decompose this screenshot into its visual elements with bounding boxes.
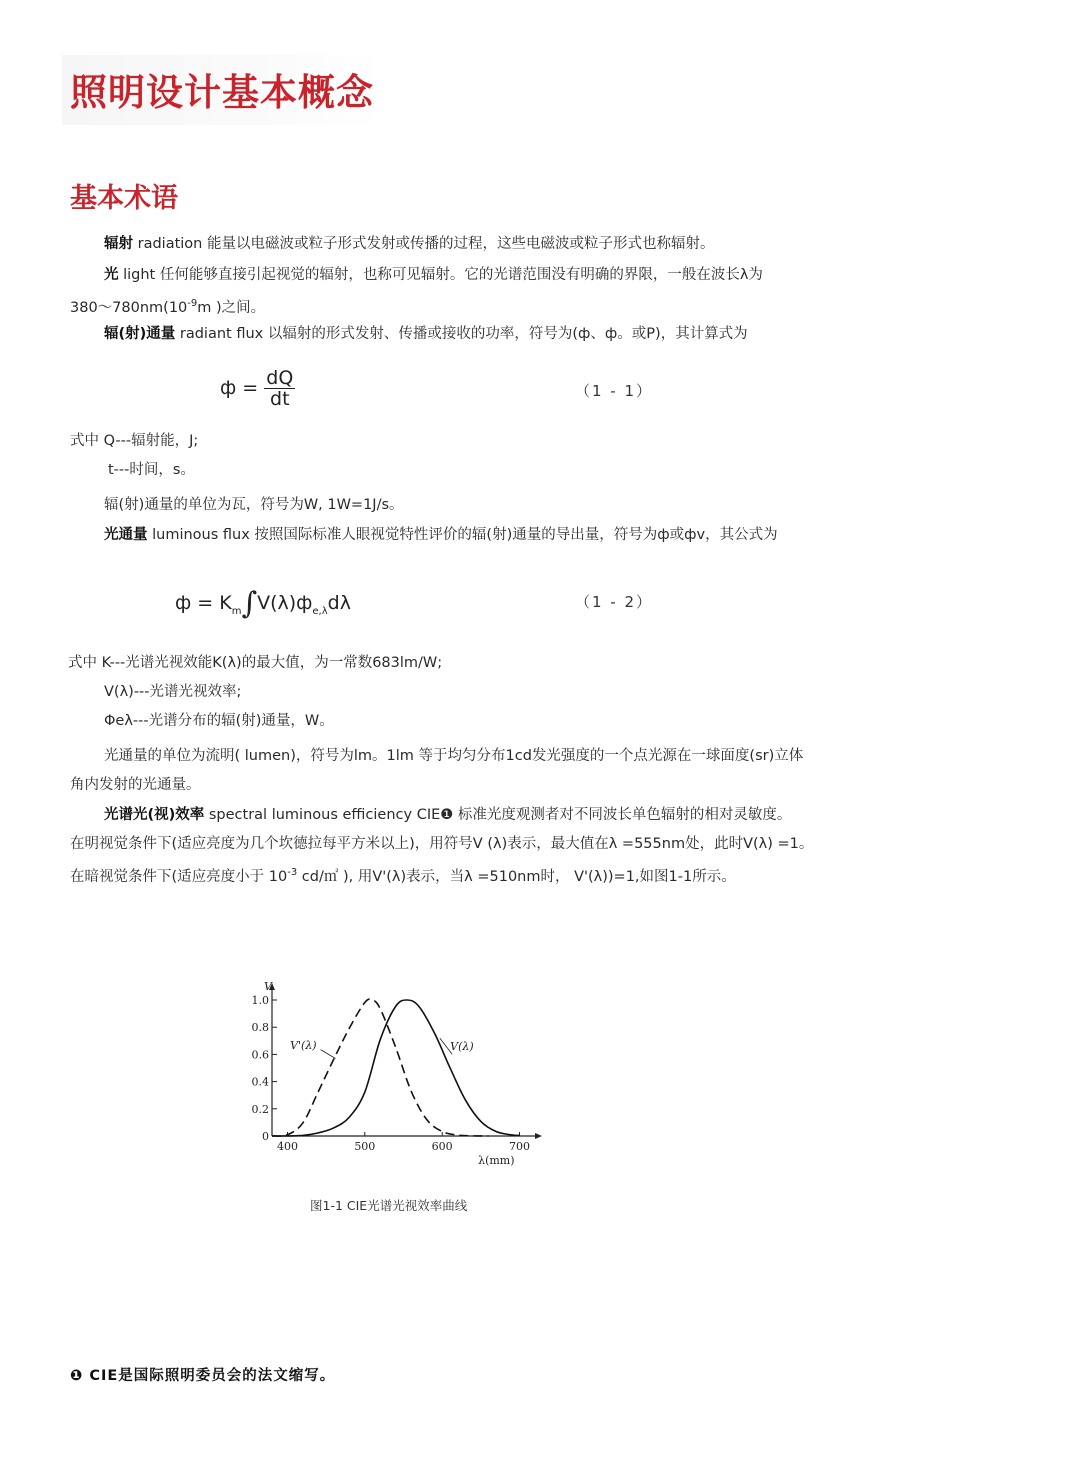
where1-line1: 式中 Q---辐射能，J; xyxy=(70,433,199,449)
term-efficiency: 光谱光(视)效率 xyxy=(104,807,205,823)
y-tick-label: 1.0 xyxy=(251,994,269,1007)
efficiency-line3-a: 在暗视觉条件下(适应亮度小于 10 xyxy=(70,868,288,885)
eq2-lhs: ф = K xyxy=(175,592,232,614)
efficiency-line3-b: cd/㎡ ), 用V'(λ)表示，当λ =510nm时， V'(λ))=1,如图1-1所示。 xyxy=(297,868,736,885)
y-tick-label: 0.8 xyxy=(251,1021,269,1035)
term-radiant-flux: 辐(射)通量 xyxy=(104,326,176,342)
x-tick-label: 700 xyxy=(509,1140,531,1153)
x-axis-arrow xyxy=(535,1133,542,1139)
efficiency-line3 xyxy=(70,863,736,887)
eq2-body: V(λ)ф xyxy=(257,592,313,614)
unit-radiant-flux: 辐(射)通量的单位为瓦，符号为W, 1W=1J/s。 xyxy=(104,497,404,513)
figure-caption: 图1-1 CIE光谱光视效率曲线 xyxy=(310,1198,468,1213)
eq2-tail: dλ xyxy=(327,592,351,614)
where1-line2: t---时间，s。 xyxy=(108,462,195,478)
radiation-text: radiation 能量以电磁波或粒子形式发射或传播的过程，这些电磁波或粒子形式也称辐射。 xyxy=(133,236,715,252)
page-title: 照明设计基本概念 xyxy=(70,71,374,114)
equation-2 xyxy=(175,586,351,621)
equation-1 xyxy=(220,368,295,409)
cie-efficiency-chart xyxy=(240,975,550,1175)
eq1-fraction xyxy=(264,368,295,409)
paragraph-radiant-flux xyxy=(104,324,748,344)
efficiency-line2: 在明视觉条件下(适应亮度为几个坎德拉每平方米以上)，用符号V (λ)表示，最大值在λ =555nm处，此时V(λ) =1。 xyxy=(70,836,814,852)
paragraph-radiation xyxy=(104,234,714,254)
eq1-number: （1 - 1） xyxy=(575,382,654,400)
section-title: 基本术语 xyxy=(70,183,178,214)
light-range-exp: -9 xyxy=(187,298,198,309)
light-range xyxy=(70,294,265,318)
integral-symbol: ∫ xyxy=(241,586,258,621)
eq1-lhs: ф = xyxy=(220,377,259,399)
efficiency-text: spectral luminous efficiency CIE❶ 标准光度观测者对不同波长单色辐射的相对灵敏度。 xyxy=(204,807,792,823)
eq2-phi-sub: e,λ xyxy=(312,605,328,617)
luminous-flux-text: luminous flux 按照国际标准人眼视觉特性评价的辐(射)通量的导出量，符号为ф或фv，其公式为 xyxy=(147,527,778,543)
paragraph-luminous-flux xyxy=(104,525,778,545)
radiant-flux-text: radiant flux 以辐射的形式发射、传播或接收的功率，符号为(ф、ф。或P)，其计算式为 xyxy=(175,326,748,342)
x-tick-label: 500 xyxy=(354,1140,376,1153)
term-luminous-flux: 光通量 xyxy=(104,527,148,543)
x-axis-label: λ(mm) xyxy=(478,1154,515,1167)
eq2-km-sub: m xyxy=(231,605,242,617)
where2-line1: 式中 K---光谱光视效能K(λ)的最大值，为一常数683lm/W; xyxy=(68,655,443,671)
eq1-denominator: dt xyxy=(270,388,290,410)
eq2-number: （1 - 2） xyxy=(575,593,654,611)
x-tick-label: 400 xyxy=(276,1140,298,1153)
paragraph-light xyxy=(104,265,763,285)
light-text: light 任何能够直接引起视觉的辐射，也称可见辐射。它的光谱范围没有明确的界限，一般在波长λ为 xyxy=(118,267,763,283)
efficiency-line3-exp: -3 xyxy=(287,867,298,878)
series-leader-v-prime xyxy=(321,1050,336,1059)
y-tick-label: 0.6 xyxy=(251,1048,269,1062)
term-radiation: 辐射 xyxy=(104,236,133,252)
series-label-v: V(λ) xyxy=(450,1040,474,1054)
footnote: ❶ CIE是国际照明委员会的法文缩写。 xyxy=(70,1368,336,1384)
light-range-a: 380～780nm(10 xyxy=(70,299,188,316)
y-tick-label: 0.4 xyxy=(251,1075,269,1089)
series-v-prime-lambda xyxy=(272,999,489,1136)
light-range-b: m )之间。 xyxy=(197,299,266,316)
series-v-lambda xyxy=(272,1000,520,1136)
y-tick-label: 0 xyxy=(262,1130,269,1143)
x-tick-label: 600 xyxy=(431,1140,453,1153)
where2-line2: V(λ)---光谱光视效率; xyxy=(104,684,242,700)
term-light: 光 xyxy=(104,267,119,283)
y-axis-label: V xyxy=(264,980,272,993)
unit-luminous-flux-line2: 角内发射的光通量。 xyxy=(70,777,201,793)
paragraph-efficiency xyxy=(104,805,791,825)
unit-luminous-flux-line1: 光通量的单位为流明( lumen)，符号为lm。1lm 等于均匀分布1cd发光强度的一个点光源在一球面度(sr)立体 xyxy=(104,748,804,764)
eq1-numerator: dQ xyxy=(266,367,294,389)
where2-line3: Φeλ---光谱分布的辐(射)通量，W。 xyxy=(104,713,334,729)
series-label-v-prime: V'(λ) xyxy=(290,1038,317,1052)
y-tick-label: 0.2 xyxy=(251,1102,269,1116)
